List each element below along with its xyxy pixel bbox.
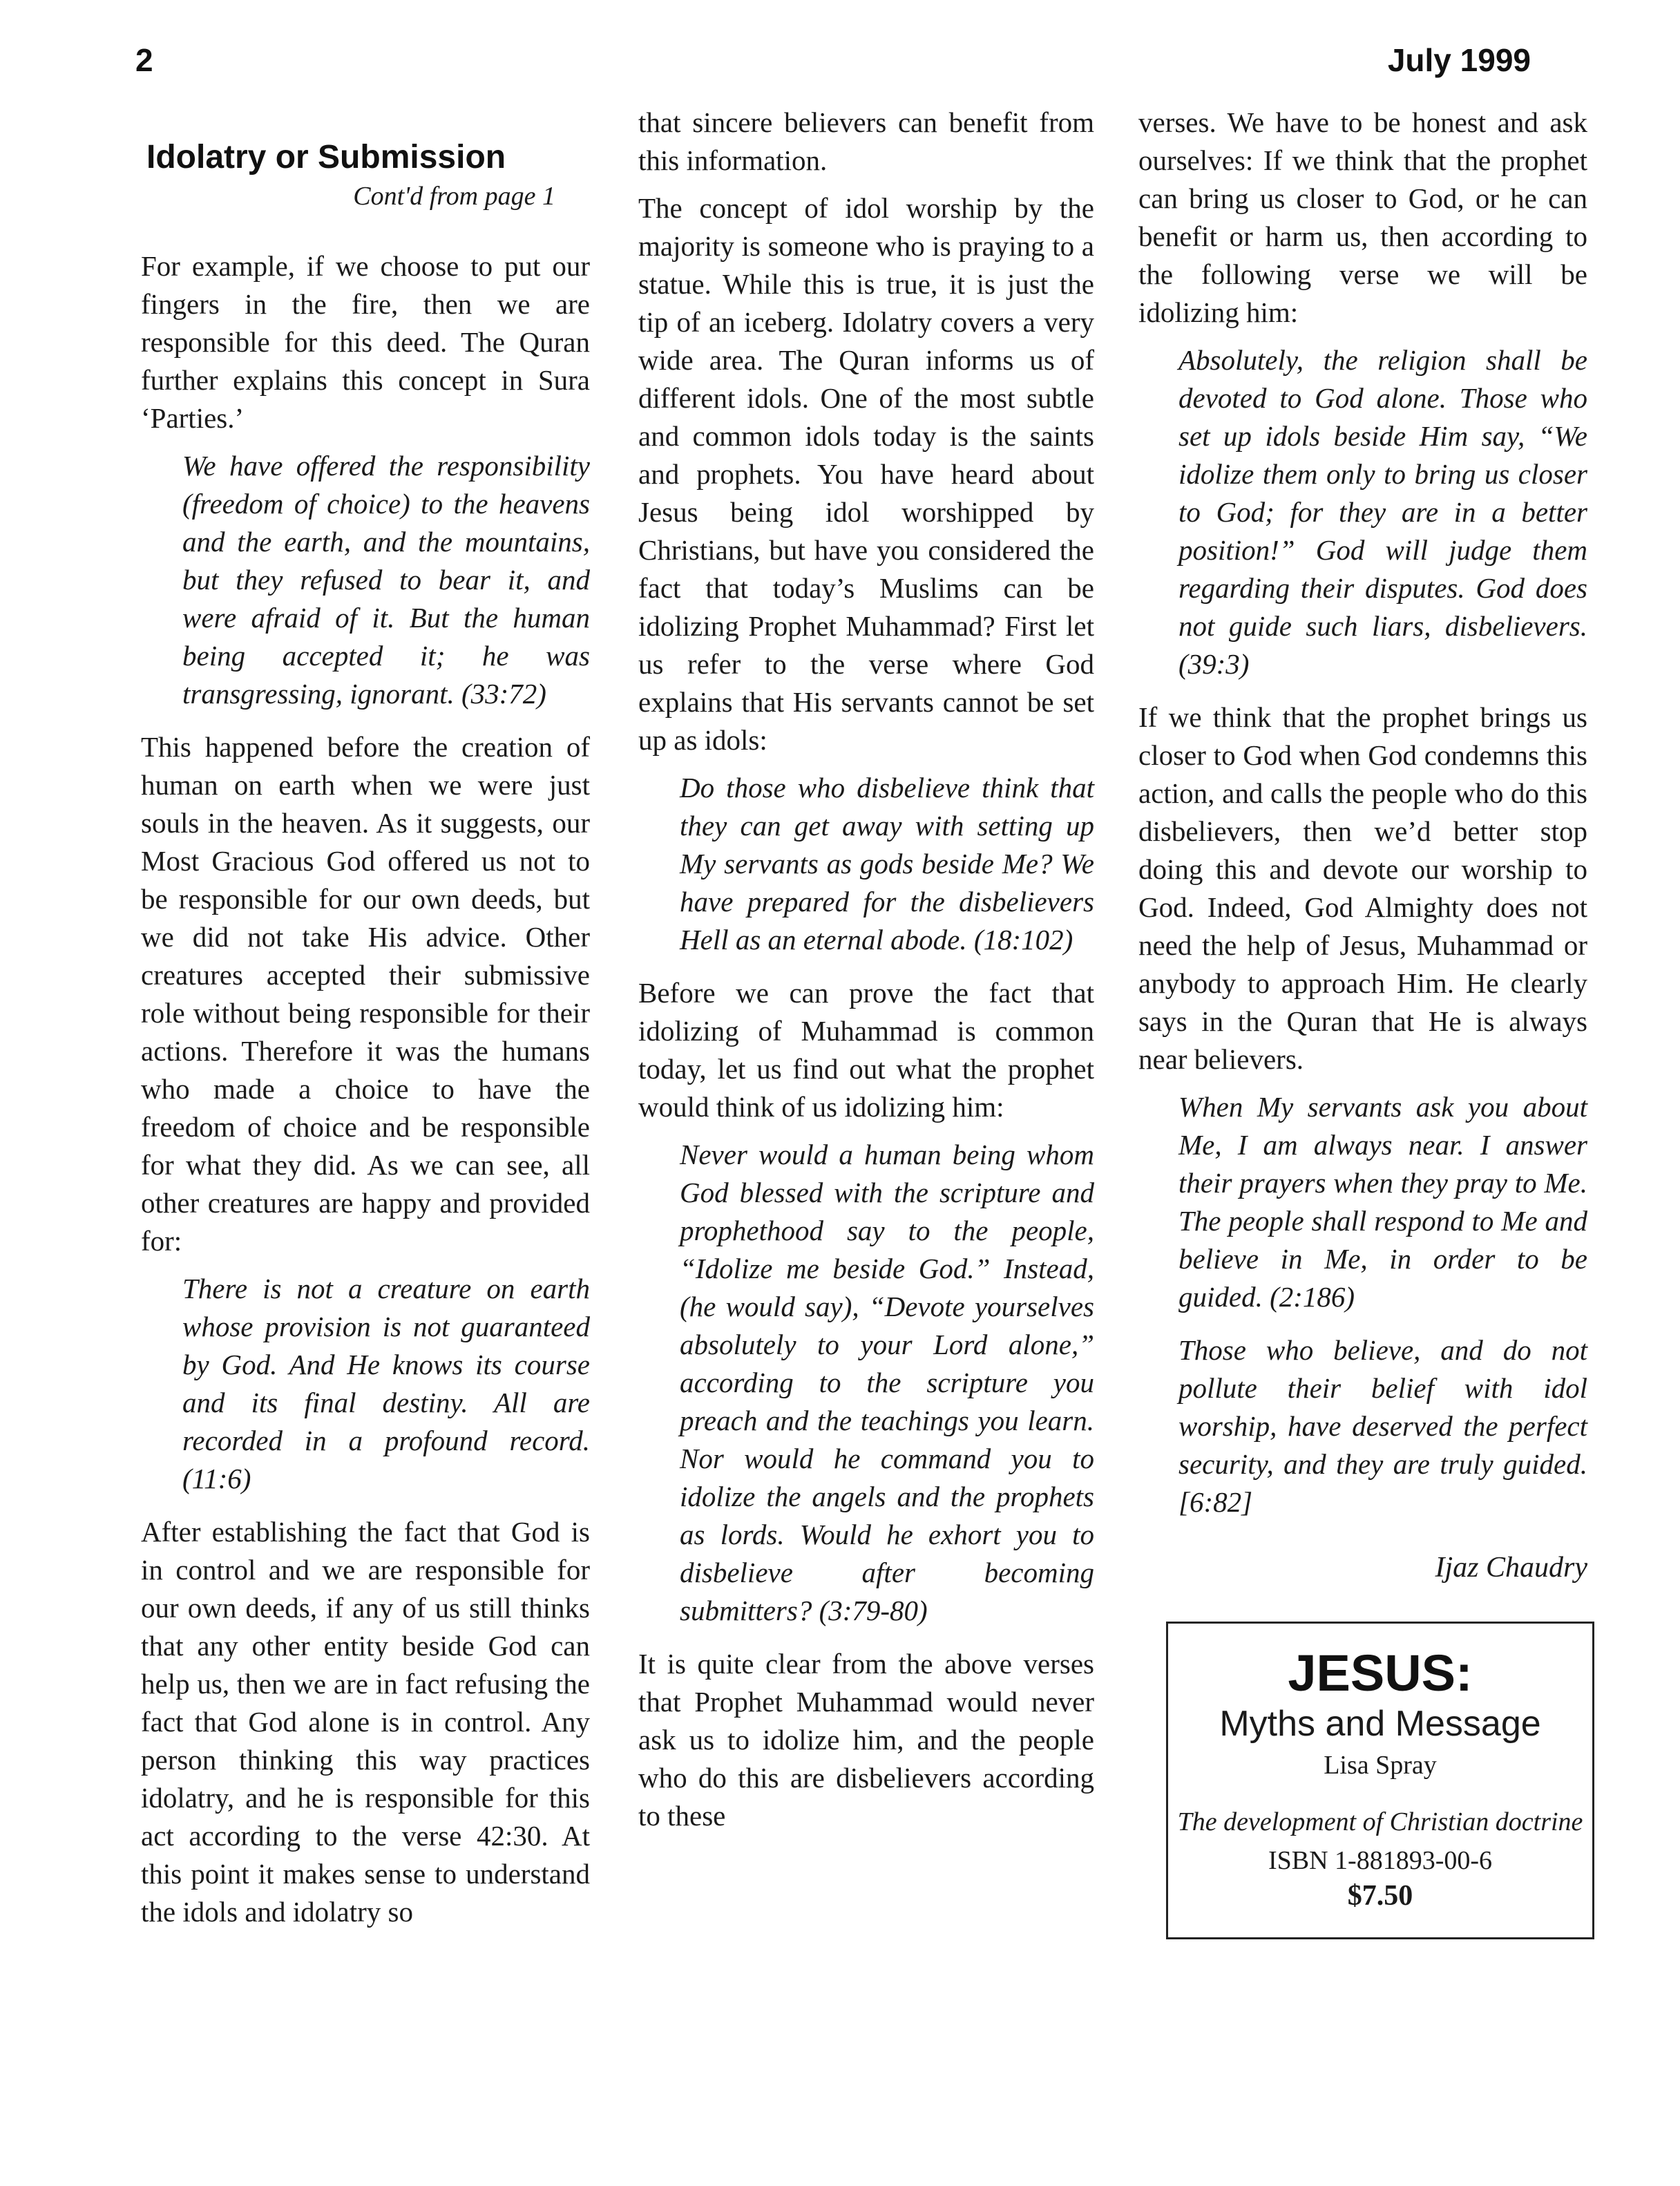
column-3 xyxy=(1138,104,1587,1939)
ad-subtitle: Myths and Message xyxy=(1219,1704,1541,1744)
paragraph: After establishing the fact that God is in control and we are responsible for our own deeds, if any of us still thinks that any other entity beside God can help us, then we are in fact refusing the fact that God alone is in control. Any person thinking this way practices idolatry, and he is responsible for this act according to the verse 42:30. At this point it makes sense to understand the idols and idolatry so xyxy=(141,1516,590,1928)
scripture-quote: Absolutely, the religion shall be devoted to God alone. Those who set up idols beside Him say, “We idolize them only to bring us closer to God; for they are in a better position!” God will judge them regarding their disputes. God does not guide such liars, disbelievers. (39:3) xyxy=(1178,344,1587,680)
page-number: 2 xyxy=(135,42,153,78)
issue-date: July 1999 xyxy=(1387,42,1531,78)
paragraph: Before we can prove the fact that idolizing of Muhammad is common today, let us find out what the prophet would think of us idolizing him: xyxy=(638,977,1094,1123)
paragraph: verses. We have to be honest and ask ourselves: If we think that the prophet can bring us closer to God, or he can benefit or harm us, then according to the following verse we will be idolizing him: xyxy=(1138,106,1587,328)
ad-isbn: ISBN 1-881893-00-6 xyxy=(1268,1846,1493,1875)
ad-title: JESUS: xyxy=(1288,1644,1473,1702)
paragraph: that sincere believers can benefit from this information. xyxy=(638,106,1094,176)
scripture-quote: Those who believe, and do not pollute their belief with idol worship, have deserved the perfect security, and they are truly guided. [6:82] xyxy=(1178,1334,1587,1518)
paragraph: If we think that the prophet brings us closer to God when God condemns this action, and calls the people who do this disbelievers, then we’d better stop doing this and devote our worship to God. Indeed, God Almighty does not need the help of Jesus, Muhammad or anybody to approach Him. He clearly says in the Quran that He is always near believers. xyxy=(1138,701,1587,1075)
column-1-body xyxy=(141,247,590,1931)
book-advertisement xyxy=(1166,1622,1594,1939)
scripture-quote: We have offered the responsibility (freedom of choice) to the heavens and the earth, and the mountains, but they refused to bear it, and were afraid of it. But the human being accepted it; he was transgressing, ignorant. (33:72) xyxy=(182,450,590,710)
column-3-body xyxy=(1138,104,1587,1521)
scripture-quote: Never would a human being whom God blessed with the scripture and prophethood say to the people, “Idolize me beside God.” Instead, (he would say), “Devote yourselves absolutely to your Lord alone,” according to the scripture you preach and the teachings you learn. Nor would he command you to idolize the angels and the prophets as lords. Would he exhort you to disbelieve after becoming submitters? (3:79-80) xyxy=(680,1139,1094,1626)
paragraph: The concept of idol worship by the majority is someone who is praying to a statue. While this is true, it is just the tip of an iceberg. Idolatry covers a very wide area. The Quran informs us of different idols. One of the most subtle and common idols today is the saints and prophets. You have heard about Jesus being idol worshipped by Christians, but have you considered the fact that today’s Muslims can be idolizing Prophet Muhammad? First let us refer to the verse where God explains that His servants cannot be set up as idols: xyxy=(638,192,1094,756)
column-2-body xyxy=(638,104,1094,1835)
article-author: Ijaz Chaudry xyxy=(1435,1552,1587,1584)
paragraph: For example, if we choose to put our fingers in the fire, then we are responsible for this deed. The Quran further explains this concept in Sura ‘Parties.’ xyxy=(141,250,590,434)
scripture-quote: There is not a creature on earth whose provision is not guaranteed by God. And He knows its course and its final destiny. All are recorded in a profound record. (11:6) xyxy=(182,1273,590,1494)
continued-note: Cont'd from page 1 xyxy=(353,182,555,211)
article-title: Idolatry or Submission xyxy=(146,139,506,175)
ad-price: $7.50 xyxy=(1347,1880,1413,1912)
column-1 xyxy=(141,104,590,1941)
scripture-quote: Do those who disbelieve think that they can get away with setting up My servants as gods beside Me? We have prepared for the disbelievers Hell as an eternal abode. (18:102) xyxy=(680,772,1094,956)
paragraph: This happened before the creation of human on earth when we were just souls in the heaven. As it suggests, our Most Gracious God offered us not to be responsible for our own deeds, but we did not take His advice. Other creatures accepted their submissive role without being responsible for their actions. Therefore it was the humans who made a choice to have the freedom of choice and be responsible for what they did. As we can see, all other creatures are happy and provided for: xyxy=(141,731,590,1257)
ad-description: The development of Christian doctrine xyxy=(1177,1807,1583,1836)
scripture-quote: When My servants ask you about Me, I am always near. I answer their prayers when they pray to Me. The people shall respond to Me and believe in Me, in order to be guided. (2:186) xyxy=(1178,1091,1587,1313)
ad-author: Lisa Spray xyxy=(1324,1751,1437,1780)
column-2 xyxy=(638,104,1094,1845)
paragraph: It is quite clear from the above verses that Prophet Muhammad would never ask us to idolize him, and the people who do this are disbelievers according to these xyxy=(638,1648,1094,1832)
